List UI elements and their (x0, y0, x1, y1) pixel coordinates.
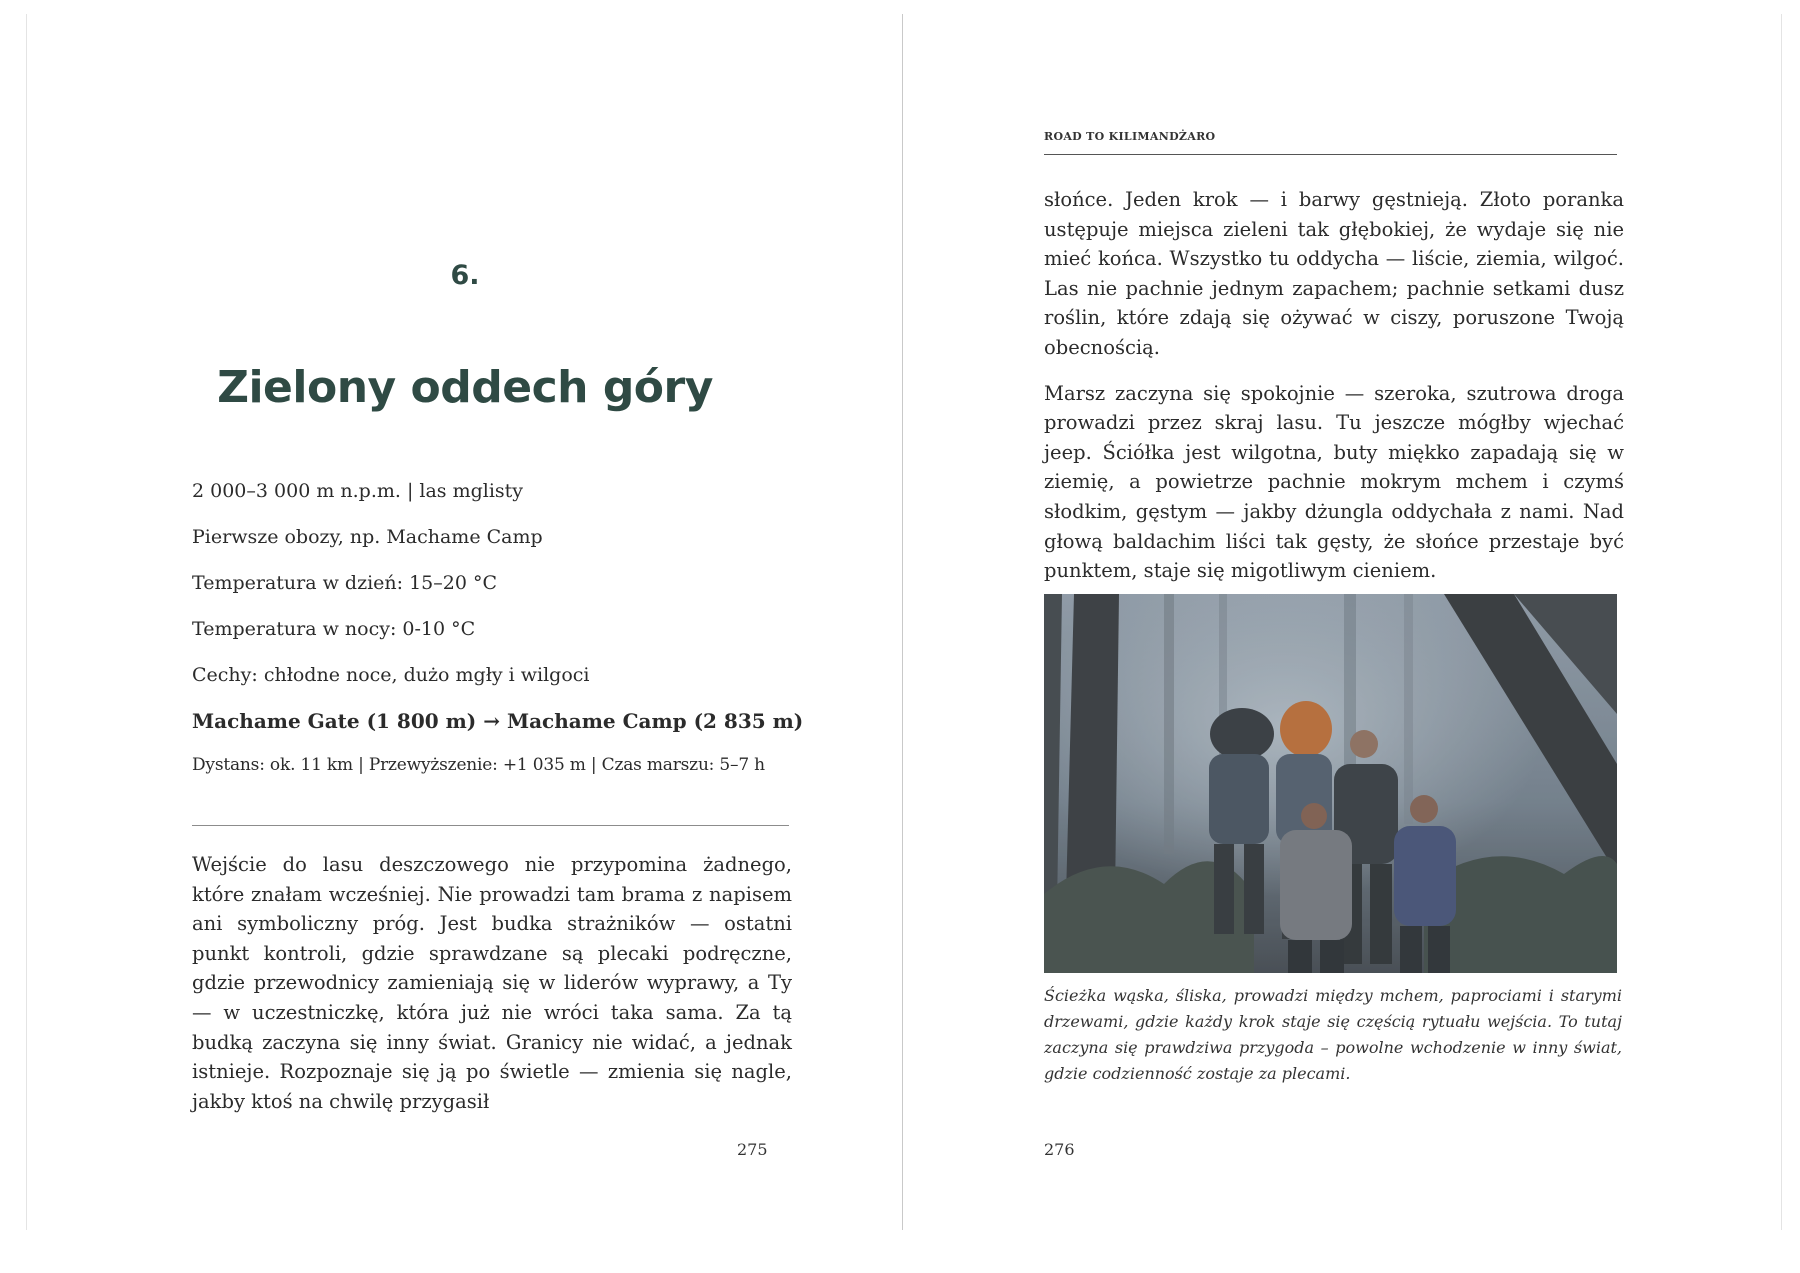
page-number-left: 275 (737, 1140, 768, 1159)
fact-features: Cechy: chłodne noce, dużo mgły i wilgoci (192, 664, 590, 686)
running-head-rule (1044, 154, 1617, 155)
section-divider (192, 825, 789, 826)
chapter-facts (192, 478, 804, 798)
chapter-title: Zielony oddech góry (217, 362, 713, 413)
paragraph: słońce. Jeden krok — i barwy gęstnieją. Złoto poranka ustępuje miejsca zieleni tak głębokiej, że wydaje się nie mieć końca. Wszystko tu oddycha — liście, ziemia, wilgoć. Las nie pachnie jednym zapachem; pachnie setkami dusz roślin, które zdają się ożywać w ciszy, poruszone Twoją obecnością. (1044, 188, 1624, 359)
page-number-right: 276 (1044, 1140, 1075, 1159)
paragraph: Marsz zaczyna się spokojnie — szeroka, szutrowa droga prowadzi przez skraj lasu. Tu jeszcze mógłby wjechać jeep. Ściółka jest wilgotna, buty miękko zapadają się w ziemię, a powietrze pachnie mokrym mchem i czymś słodkim, gęstym — jakby dżungla oddychała z nami. Nad głową baldachim liści tak gęsty, że słońce przestaje być punktem, staje się migotliwym cieniem. (1044, 381, 1624, 583)
left-page (26, 14, 903, 1230)
fact-day-temperature: Temperatura w dzień: 15–20 °C (192, 572, 498, 594)
fact-camps: Pierwsze obozy, np. Machame Camp (192, 526, 543, 548)
photo-caption: Ścieżka wąska, śliska, prowadzi między mchem, paprociami i starymi drzewami, gdzie każdy krok staje się częścią rytuału wejścia. To tutaj zaczyna się prawdziwa przygoda – powolne wchodzenie w inny świat, gdzie codzienność zostaje za plecami. (1044, 986, 1622, 1083)
left-body-text: Wejście do lasu deszczowego nie przypomina żadnego, które znałam wcześniej. Nie prowadzi tam brama z napisem ani symboliczny próg. Jest budka strażników — ostatni punkt kontroli, gdzie sprawdzane są plecaki podręczne, gdzie przewodnicy zamieniają się w liderów wyprawy, a Ty — w uczestniczkę, która już nie wróci taka sama. Za tą budką zaczyna się inny świat. Granicy nie widać, a jednak istnieje. Rozpoznaje się ją po świetle — zmienia się nagle, jakby ktoś na chwilę przygasił (192, 853, 792, 1113)
right-body-text (1044, 185, 1624, 602)
running-head: ROAD TO KILIMANDŻARO (1044, 130, 1216, 143)
fact-altitude: 2 000–3 000 m n.p.m. | las mglisty (192, 480, 524, 502)
chapter-number: 6. (450, 260, 480, 291)
route-heading: Machame Gate (1 800 m) → Machame Camp (2 835 m) (192, 709, 804, 733)
right-page (903, 14, 1782, 1230)
route-stats: Dystans: ok. 11 km | Przewyższenie: +1 035 m | Czas marszu: 5–7 h (192, 755, 765, 775)
forest-hikers-photo (1044, 594, 1617, 973)
fact-night-temperature: Temperatura w nocy: 0-10 °C (192, 618, 476, 640)
